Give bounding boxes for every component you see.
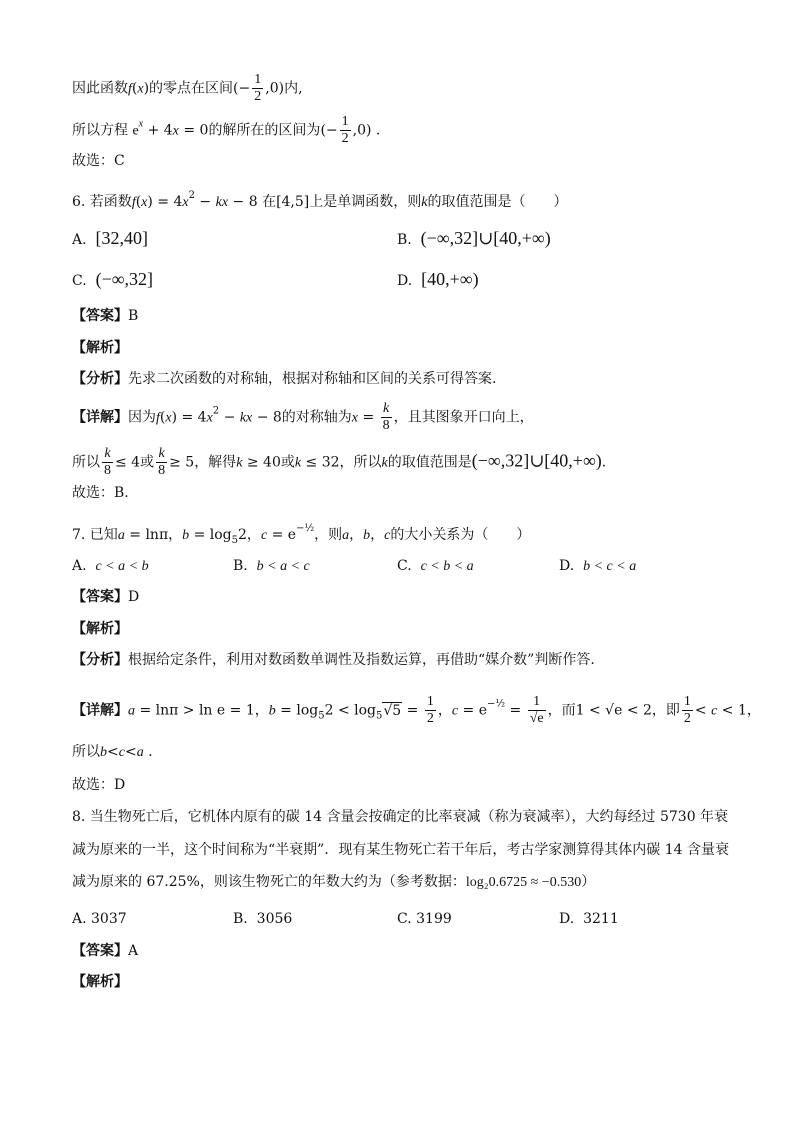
text: 的零点在区间 [149, 80, 234, 97]
q7-conclusion: 故选：D [72, 777, 126, 793]
option-letter: D. [397, 273, 413, 289]
fenxi-text: 根据给定条件，利用对数函数单调性及指数运算，再借助“媒介数”判断作答. [128, 652, 595, 668]
q8-answer [72, 941, 138, 961]
text: 所以 [72, 454, 100, 471]
intro-line-2: 所以方程 $e^x + 4x = 0$的解所在的区间为(− $\frac{1}{2}$ ,0) . [72, 114, 381, 146]
text: 6. 若函数 [72, 194, 132, 210]
answer-tag: 【答案】 [72, 308, 128, 324]
option-letter: C. [397, 558, 412, 574]
q8-option-a[interactable] [72, 909, 127, 929]
text: ，且其图象开口向上， [393, 409, 534, 426]
q8-stem-line-3 [72, 872, 595, 893]
fenxi-tag: 【分析】 [72, 371, 128, 387]
q8-stem-line-2: 减为原来的一半，这个时间称为“半衰期”．现有某生物死亡若干年后，考古学家测算得其体内碳 14 含量衰 [72, 842, 730, 858]
option-letter: C. [72, 273, 87, 289]
q8-stem-line-1: 8. 当生物死亡后，它机体内原有的碳 14 含量会按确定的比率衰减（称为衰减率），大约每经过 5730 年衰 [72, 809, 729, 825]
option-text: b < c < a [583, 559, 637, 574]
text: ，即 [651, 702, 680, 719]
option-letter: A. [72, 232, 87, 248]
q6-option-b[interactable] [397, 228, 551, 250]
option-letter: A. [72, 911, 87, 927]
q7-option-c[interactable] [397, 556, 474, 577]
q7-stem: 7. 已知a = lnπ，$b = \log_52$，$c = e^{-\frac{1}{2}}$，则a，b，c的大小关系为（ ） [72, 523, 531, 546]
option-text: 3056 [256, 911, 293, 927]
q6-jiexi-heading: 【解析】 [72, 340, 128, 356]
answer-tag: 【答案】 [72, 589, 128, 605]
text: ，而 [547, 702, 576, 719]
xiangjie-tag: 【详解】 [72, 409, 128, 426]
option-letter: A. [72, 558, 87, 574]
q6-option-a[interactable] [72, 228, 148, 250]
text: 因为 [128, 409, 156, 426]
text: 减为原来的 67.25%，则该生物死亡的年数大约为（参考数据： [72, 874, 466, 890]
option-letter: B. [233, 558, 248, 574]
q6-answer [72, 306, 138, 326]
fenxi-text: 先求二次函数的对称轴，根据对称轴和区间的关系可得答案. [128, 371, 497, 387]
q6-option-c[interactable] [72, 269, 153, 291]
option-text: b < a < c [256, 559, 310, 574]
text: ，所以 [339, 454, 382, 471]
q7-answer [72, 587, 139, 607]
q8-jiexi-heading: 【解析】 [72, 974, 128, 990]
text: ，则 [314, 527, 343, 543]
q7-solution-line: 所以b<c<a . [72, 744, 153, 760]
reference-value: log₂0.6725 ≈ −0.530 [465, 875, 582, 890]
text: 的取值范围是（ ） [427, 194, 568, 210]
q7-xiangjie: 【详解】a = lnπ > ln e = 1，$b = \log_52 < \log_5√5$ = $\frac{1}{2}$ ，$c = e^{-\frac{1}{2}}$ = $\frac{1}{√e}$ ，而1 < √e < 2，即 $\frac{1}{2}$ < c < 1， [72, 694, 761, 726]
intro-line-1: 因此函数f(x)的零点在区间(− $\frac{1}{2}$ ,0)内, [72, 72, 303, 104]
answer-value: D [128, 589, 140, 605]
q8-option-c[interactable] [397, 909, 452, 929]
answer-value: A [128, 943, 139, 959]
text: 内, [284, 80, 303, 97]
text: 上是单调函数，则 [309, 194, 422, 210]
option-letter: B. [233, 911, 248, 927]
option-text: [40,+∞) [421, 269, 479, 289]
option-text: (−∞,32]∪[40,+∞) [420, 228, 551, 248]
answer-value: B [128, 308, 139, 324]
q7-option-a[interactable] [72, 556, 149, 577]
xiangjie-tag: 【详解】 [72, 702, 128, 719]
text: 所以方程 [72, 122, 128, 139]
intro-conclusion: 故选：C [72, 153, 125, 169]
text: 所以 [72, 744, 100, 760]
text: 或 [140, 454, 155, 471]
text: 的解所在的区间为 [208, 122, 321, 139]
q6-solution-line: 所以 $\frac{k}{8}$ ≤ 4或 $\frac{k}{8}$ ≥ 5，解得k ≥ 40或k ≤ 32，所以k的取值范围是(−∞,32]∪[40,+∞). [72, 446, 607, 478]
q7-option-d[interactable] [559, 556, 636, 577]
text: 因此函数 [72, 80, 128, 97]
text: 的大小关系为（ ） [390, 527, 531, 543]
text: 的对称轴为 [281, 409, 352, 426]
q6-fenxi [72, 369, 496, 389]
option-letter: B. [397, 232, 412, 248]
q6-xiangjie: 【详解】因为$f(x) = 4x^2$ − kx − 8的对称轴为x = $\frac{k}{8}$ ，且其图象开口向上， [72, 401, 534, 433]
text: ） [581, 874, 596, 890]
option-text: c < a < b [95, 559, 149, 574]
text: 的取值范围是 [387, 454, 472, 471]
q8-option-b[interactable] [233, 909, 292, 929]
option-letter: D. [559, 911, 575, 927]
option-text: (−∞,32] [95, 269, 154, 289]
q7-fenxi [72, 650, 595, 670]
answer-tag: 【答案】 [72, 943, 128, 959]
text: ，解得 [194, 454, 237, 471]
q6-option-d[interactable] [397, 269, 479, 291]
fenxi-tag: 【分析】 [72, 652, 128, 668]
option-text: c < b < a [420, 559, 474, 574]
q8-option-d[interactable] [559, 909, 619, 929]
text: 或 [280, 454, 295, 471]
option-letter: C. [397, 911, 412, 927]
option-text: 3211 [583, 911, 619, 927]
text: 7. 已知 [72, 527, 118, 543]
option-text: [32,40] [95, 228, 148, 248]
q6-stem: 6. 若函数$f(x) = 4x^2$ − kx − 8 在[4,5]上是单调函数，则k的取值范围是（ ） [72, 190, 568, 210]
q7-option-b[interactable] [233, 556, 310, 577]
text: 在 [262, 194, 277, 210]
option-text: 3037 [91, 911, 127, 927]
q6-conclusion: 故选：B. [72, 485, 129, 501]
q7-jiexi-heading: 【解析】 [72, 621, 128, 637]
option-text: 3199 [416, 911, 452, 927]
option-letter: D. [559, 558, 575, 574]
